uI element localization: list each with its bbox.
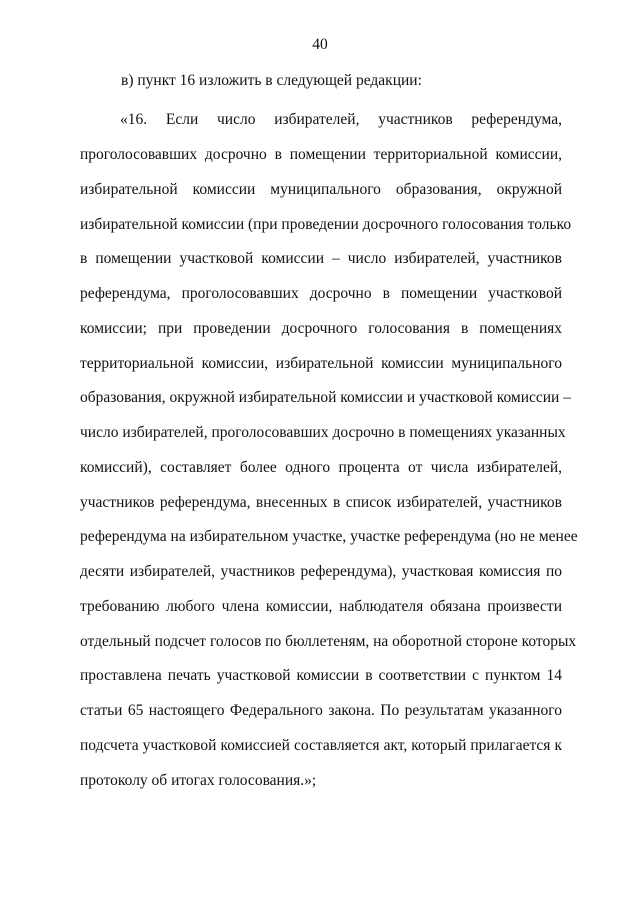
paragraph-line: отдельный подсчет голосов по бюллетеням, на оборотной стороне которых	[80, 633, 577, 650]
paragraph-line: комиссии; при проведении досрочного голосования в помещениях	[80, 320, 562, 337]
paragraph-line: территориальной комиссии, избирательной комиссии муниципального	[80, 355, 562, 372]
paragraph-line: число избирателей, проголосовавших досрочно в помещениях указанных	[80, 424, 566, 441]
paragraph-line: образования, окружной избирательной комиссии и участковой комиссии –	[80, 389, 571, 406]
paragraph-line-last: протоколу об итогах голосования.»;	[80, 772, 317, 789]
amendment-intro: в) пункт 16 изложить в следующей редакции:	[121, 72, 422, 89]
paragraph-line: в помещении участковой комиссии – число избирателей, участников	[80, 250, 562, 267]
paragraph-line: референдума, проголосовавших досрочно в помещении участковой	[80, 285, 562, 302]
paragraph-line: статьи 65 настоящего Федерального закона. По результатам указанного	[80, 702, 562, 719]
paragraph-line: референдума на избирательном участке, участке референдума (но не менее	[80, 528, 578, 545]
paragraph-line: десяти избирателей, участников референдума), участковая комиссия по	[80, 563, 562, 580]
paragraph-line: подсчета участковой комиссией составляется акт, который прилагается к	[80, 737, 562, 754]
page-number: 40	[312, 36, 328, 53]
paragraph-line: избирательной комиссии муниципального образования, окружной	[80, 181, 562, 198]
paragraph-line: проставлена печать участковой комиссии в соответствии с пунктом 14	[80, 667, 562, 684]
paragraph-line: «16. Если число избирателей, участников референдума,	[120, 111, 562, 128]
paragraph-line: комиссий), составляет более одного процента от числа избирателей,	[80, 459, 562, 476]
paragraph-line: проголосовавших досрочно в помещении территориальной комиссии,	[80, 146, 562, 163]
paragraph-line: требованию любого члена комиссии, наблюдателя обязана произвести	[80, 598, 562, 615]
paragraph-line: участников референдума, внесенных в список избирателей, участников	[80, 494, 562, 511]
paragraph-line: избирательной комиссии (при проведении досрочного голосования только	[80, 216, 572, 233]
